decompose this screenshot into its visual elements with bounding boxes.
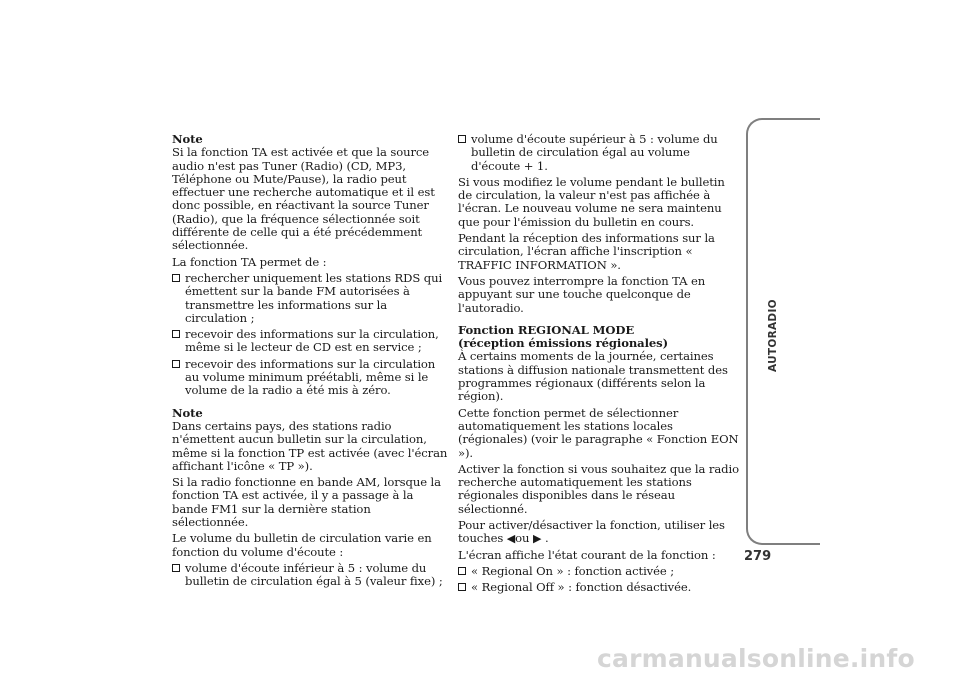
checkbox-bullet-icon — [458, 135, 466, 143]
paragraph: Activer la fonction si vous souhaitez que la radio recherche automatiquement les stations régionales disponibles dans le réseau sélectionné. — [458, 461, 739, 516]
watermark: carmanualsonline.info — [597, 644, 915, 673]
bullet-item: recevoir des informations sur la circulation au volume minimum préétabli, même si le volume de la radio a été mis à zéro. — [172, 358, 450, 398]
checkbox-bullet-icon — [172, 360, 180, 368]
note-heading: Note — [172, 132, 203, 146]
ta-intro: La fonction TA permet de : — [172, 254, 327, 269]
bullet-item: rechercher uniquement les stations RDS qui émettent sur la bande FM autorisées à transmettre les informations sur la circulation ; — [172, 272, 450, 325]
chapter-tab-label: AUTORADIO — [767, 299, 779, 373]
bullet-item: « Regional Off » : fonction désactivée. — [458, 581, 740, 594]
page-number: 279 — [744, 549, 772, 564]
checkbox-bullet-icon — [172, 564, 180, 572]
paragraph: Pendant la réception des informations sur la circulation, l'écran affiche l'inscription « TRAFFIC INFORMATION ». — [458, 231, 715, 272]
checkbox-bullet-icon — [172, 330, 180, 338]
note-heading: Note — [172, 405, 203, 420]
note-paragraph: Dans certains pays, des stations radio n'émettent aucun bulletin sur la circulation, même si la fonction TP est activée (avec l'écran affichant l'icône « TP »). — [172, 418, 448, 473]
right-column — [458, 133, 740, 598]
checkbox-bullet-icon — [458, 583, 466, 591]
checkbox-bullet-icon — [172, 274, 180, 282]
bullet-item: recevoir des informations sur la circulation, même si le lecteur de CD est en service ; — [172, 328, 450, 355]
checkbox-bullet-icon — [458, 567, 466, 575]
left-arrow-icon: ◀ — [506, 532, 516, 546]
section-heading: Fonction REGIONAL MODE — [458, 322, 635, 337]
bullet-item: volume d'écoute inférieur à 5 : volume du bulletin de circulation égal à 5 (valeur fixe) ; — [172, 562, 450, 589]
bullet-item: « Regional On » : fonction activée ; — [458, 565, 740, 578]
right-arrow-icon: ▶ — [533, 532, 542, 546]
am-paragraph: Si la radio fonctionne en bande AM, lorsque la fonction TA est activée, il y a passage à la bande FM1 sur la dernière station sélectionnée. — [172, 475, 441, 530]
paragraph: Cette fonction permet de sélectionner automatiquement les stations locales (régionales) (voir le paragraphe « Fonction EON »). — [458, 405, 739, 460]
chapter-tab — [746, 118, 820, 545]
section-subheading: (réception émissions régionales) — [458, 336, 668, 351]
left-column — [172, 133, 450, 592]
paragraph: Vous pouvez interrompre la fonction TA en appuyant sur une touche quelconque de l'autoradio. — [458, 273, 706, 315]
paragraph: À certains moments de la journée, certaines stations à diffusion nationale transmettent des programmes régionaux (différents selon la région). — [458, 349, 728, 404]
volume-intro: Le volume du bulletin de circulation varie en fonction du volume d'écoute : — [172, 531, 432, 559]
toggle-paragraph: Pour activer/désactiver la fonction, utiliser les touches ◀ou ▶ . — [458, 518, 725, 546]
bullet-item: volume d'écoute supérieur à 5 : volume du bulletin de circulation égal au volume d'écoute + 1. — [458, 133, 740, 173]
paragraph: Si vous modifiez le volume pendant le bulletin de circulation, la valeur n'est pas affichée à l'écran. Le nouveau volume ne sera maintenu que pour l'émission du bulletin en cours. — [458, 174, 725, 229]
paragraph: L'écran affiche l'état courant de la fonction : — [458, 547, 716, 562]
note-paragraph: Si la fonction TA est activée et que la source audio n'est pas Tuner (Radio) (CD, MP3, Téléphone ou Mute/Pause), la radio peut effectuer une recherche automatique et il est donc possible, en réactivant la source Tuner (Radio), que la fréquence sélectionnée soit différente de celle qui a été précédemment sélectionnée. — [172, 145, 435, 253]
